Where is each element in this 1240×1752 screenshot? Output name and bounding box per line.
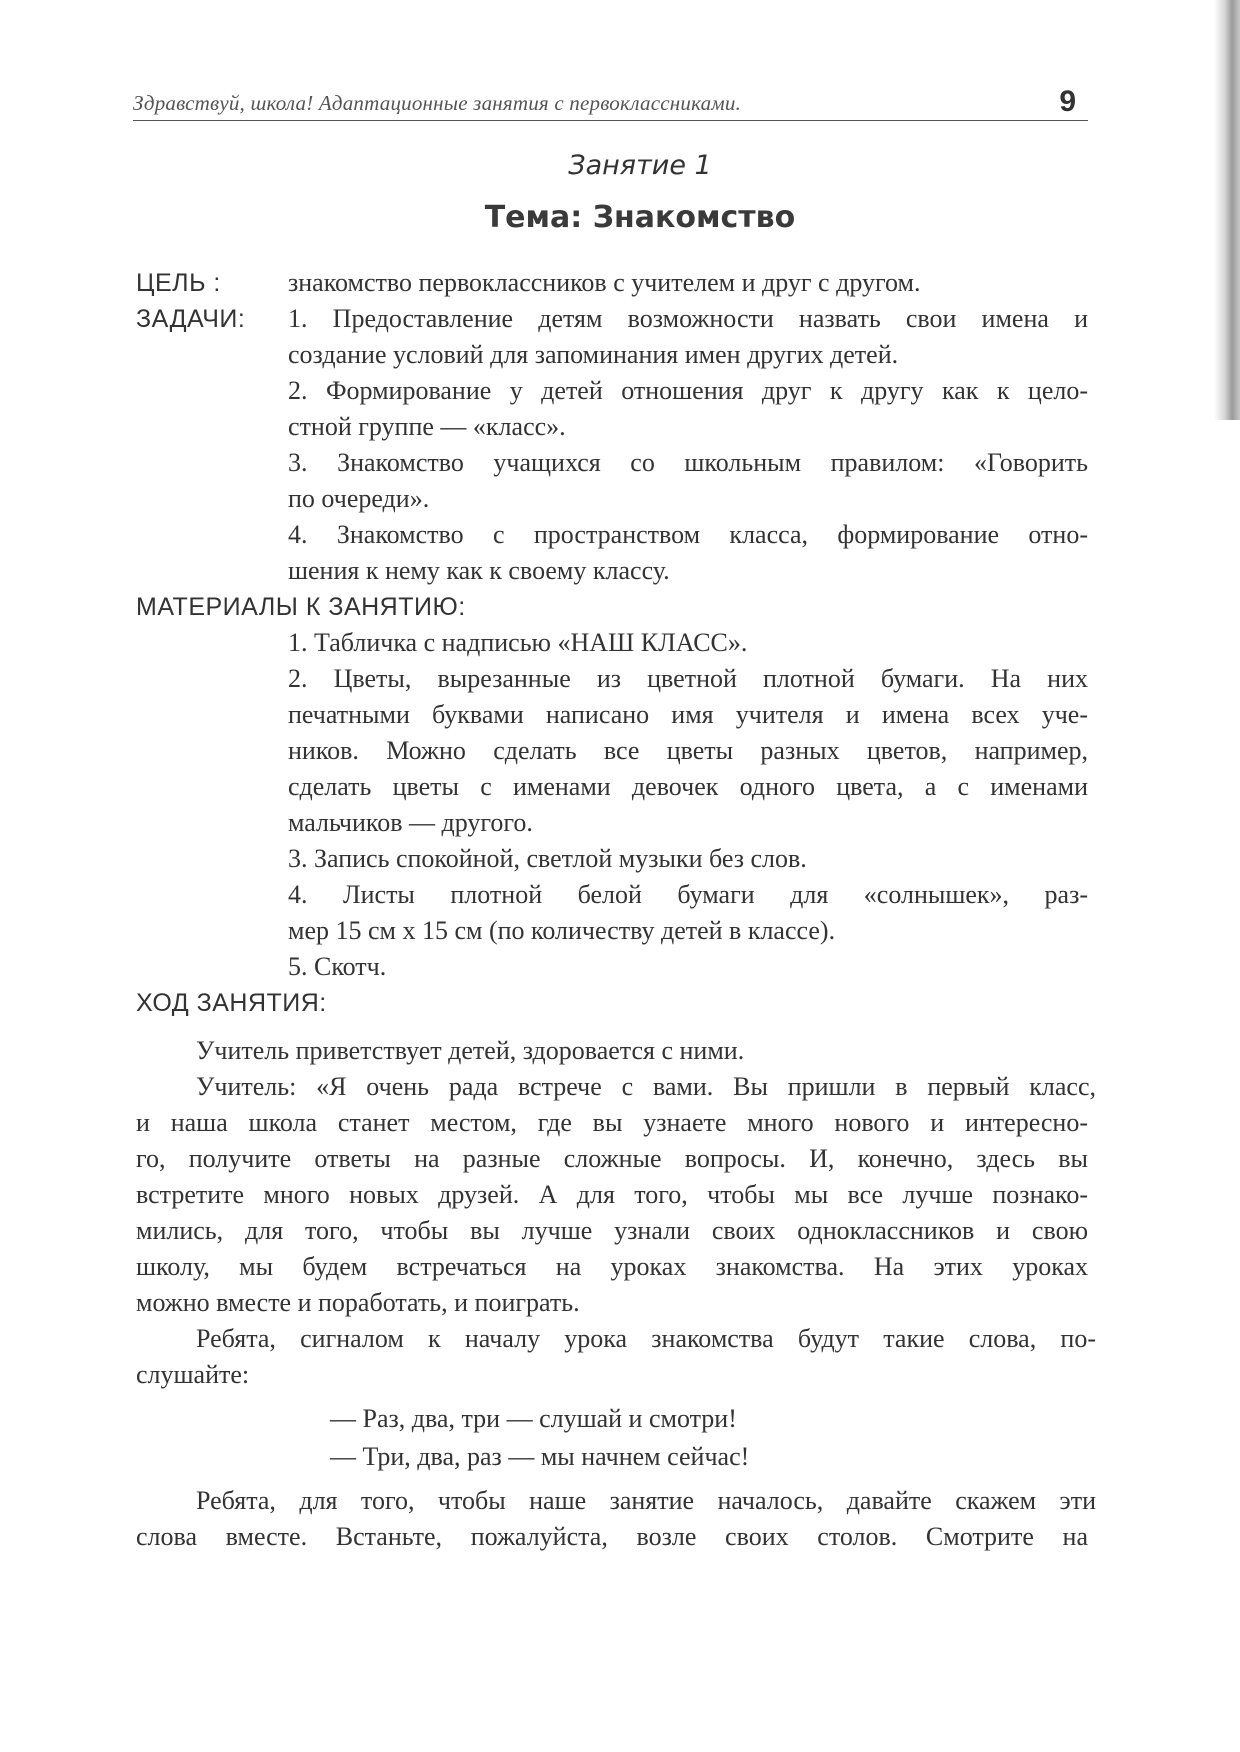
procedure-line: Ребята, сигналом к началу урока знакомства будут такие слова, по- <box>196 1324 1096 1353</box>
chant-line: — Три, два, раз — мы начнем сейчас! <box>330 1442 750 1471</box>
material-line: 3. Запись спокойной, светлой музыки без слов. <box>288 844 807 873</box>
materials-label: МАТЕРИАЛЫ К ЗАНЯТИЮ: <box>136 593 466 621</box>
procedure-label: ХОД ЗАНЯТИЯ: <box>136 989 327 1017</box>
running-title: Здравствуй, школа! Адаптационные занятия с первоклассниками. <box>133 91 742 115</box>
task-line: шения к нему как к своему классу. <box>288 556 670 585</box>
material-line: печатными буквами написано имя учителя и имена всех уче- <box>288 700 1088 729</box>
lesson-number: Занятие 1 <box>568 150 712 181</box>
procedure-line: Учитель приветствует детей, здоровается с ними. <box>196 1036 745 1065</box>
running-header <box>133 86 1088 121</box>
material-line: мер 15 см х 15 см (по количеству детей в классе). <box>288 916 836 945</box>
procedure-line: мились, для того, чтобы вы лучше узнали своих одноклассников и свою <box>136 1216 1088 1245</box>
goal-text: знакомство первоклассников с учителем и друг с другом. <box>288 268 921 297</box>
lesson-topic: Тема: Знакомство <box>484 200 796 235</box>
material-line: 4. Листы плотной белой бумаги для «солнышек», раз- <box>288 880 1088 909</box>
task-line: 3. Знакомство учащихся со школьным правилом: «Говорить <box>288 448 1088 477</box>
procedure-line: и наша школа станет местом, где вы узнаете много нового и интересно- <box>136 1108 1088 1137</box>
material-line: сделать цветы с именами девочек одного цвета, а с именами <box>288 772 1088 801</box>
material-line: ников. Можно сделать все цветы разных цветов, например, <box>288 736 1088 765</box>
tasks-label: ЗАДАЧИ: <box>136 305 246 333</box>
goal-label: ЦЕЛЬ : <box>136 269 221 297</box>
page-number: 9 <box>1059 85 1076 118</box>
procedure-line: Учитель: «Я очень рада встрече с вами. Вы пришли в первый класс, <box>196 1072 1096 1101</box>
material-line: мальчиков — другого. <box>288 808 533 837</box>
task-line: 4. Знакомство с пространством класса, формирование отно- <box>288 520 1088 549</box>
task-line: 2. Формирование у детей отношения друг к другу как к цело- <box>288 376 1088 405</box>
task-line: по очереди». <box>288 484 430 513</box>
procedure-line: встретите много новых друзей. А для того, чтобы мы все лучше познако- <box>136 1180 1088 1209</box>
material-line: 2. Цветы, вырезанные из цветной плотной бумаги. На них <box>288 664 1088 693</box>
procedure-line: школу, мы будем встречаться на уроках знакомства. На этих уроках <box>136 1252 1088 1281</box>
procedure-line: го, получите ответы на разные сложные вопросы. И, конечно, здесь вы <box>136 1144 1088 1173</box>
material-line: 5. Скотч. <box>288 952 387 981</box>
procedure-line: можно вместе и поработать, и поиграть. <box>136 1288 580 1317</box>
procedure-line: Ребята, для того, чтобы наше занятие началось, давайте скажем эти <box>196 1486 1096 1515</box>
task-line: 1. Предоставление детям возможности назвать свои имена и <box>288 304 1088 333</box>
chant-line: — Раз, два, три — слушай и смотри! <box>330 1404 737 1433</box>
material-line: 1. Табличка с надписью «НАШ КЛАСС». <box>288 628 748 657</box>
task-line: создание условий для запоминания имен других детей. <box>288 340 899 369</box>
procedure-line: слушайте: <box>136 1360 250 1389</box>
task-line: стной группе — «класс». <box>288 412 566 441</box>
procedure-line: слова вместе. Встаньте, пожалуйста, возле своих столов. Смотрите на <box>136 1522 1088 1551</box>
